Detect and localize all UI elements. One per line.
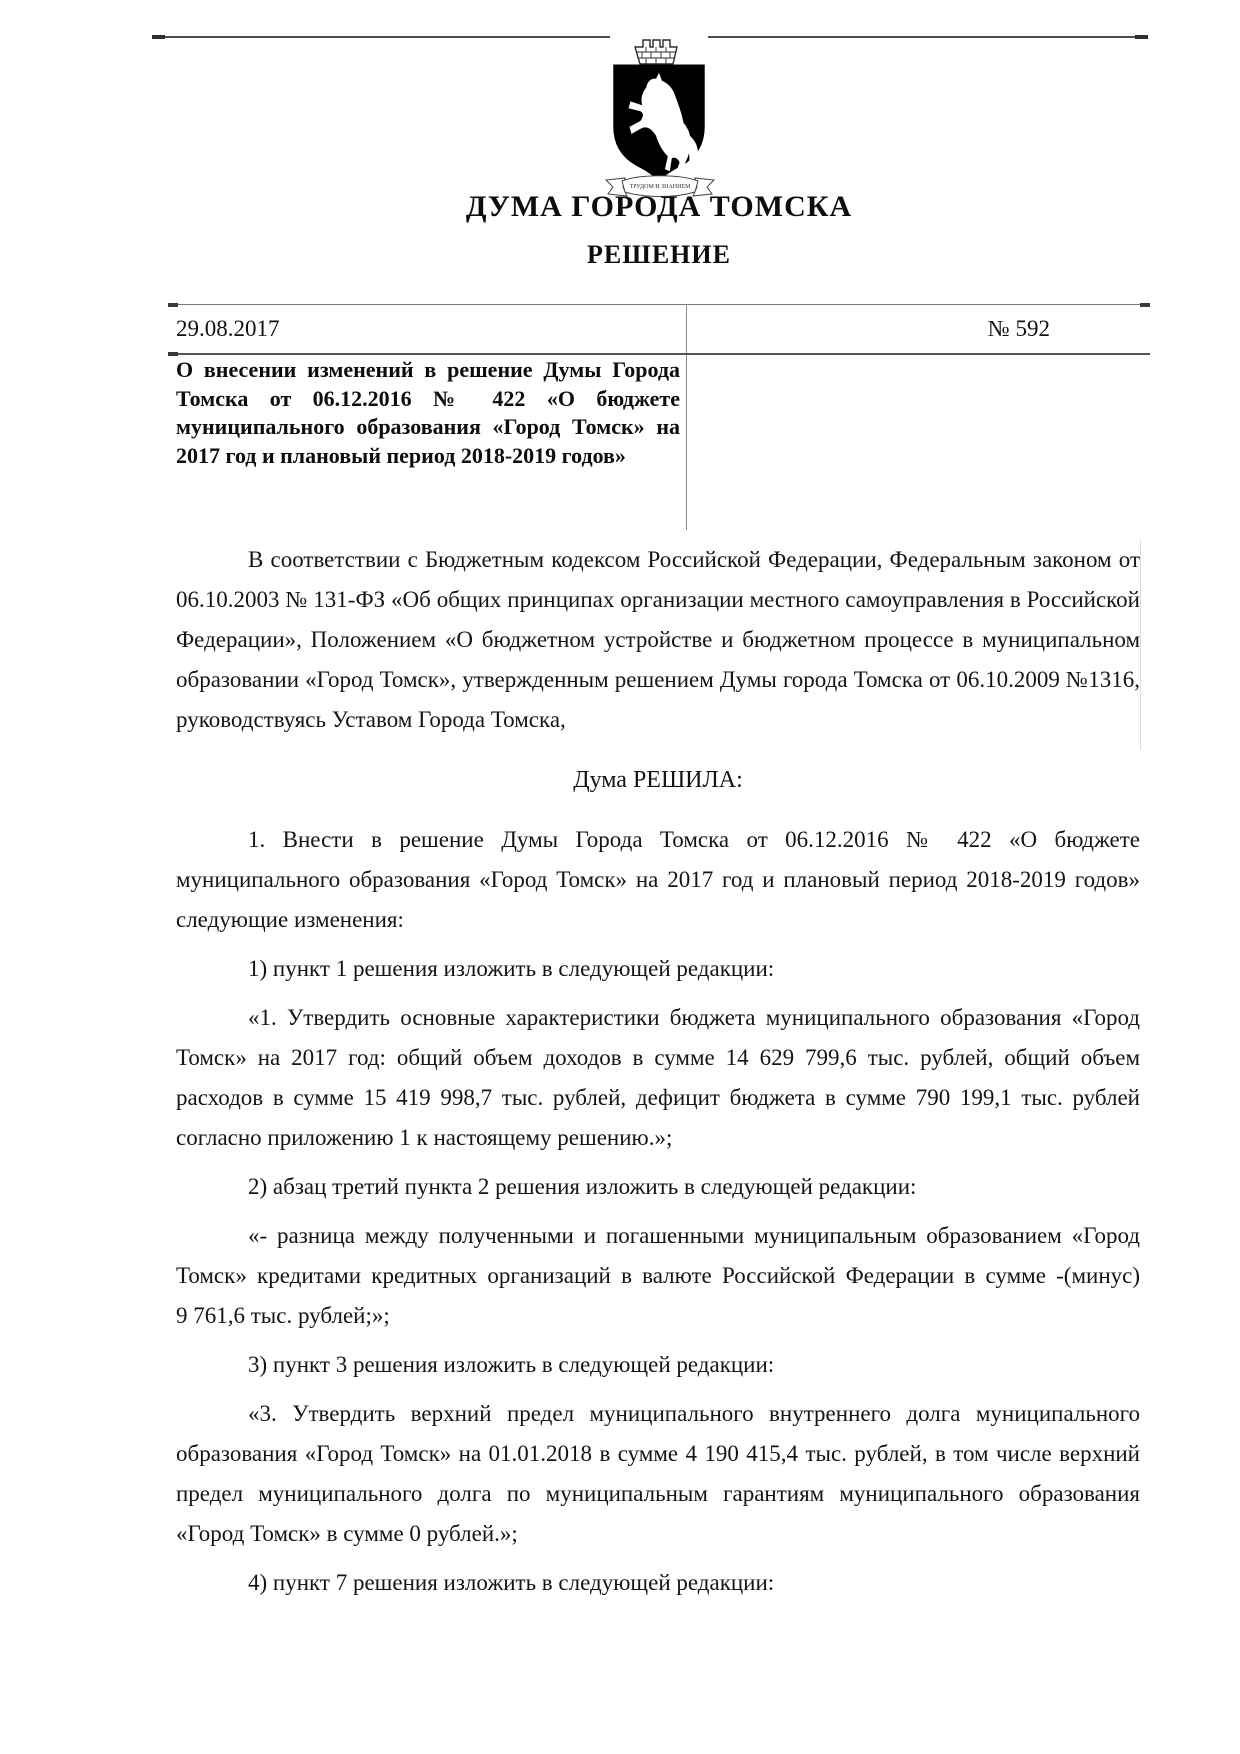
document-type-title: РЕШЕНИЕ bbox=[587, 240, 731, 269]
top-rule-right-cap bbox=[1135, 35, 1148, 39]
body-paragraph: 1) пункт 1 решения изложить в следующей редакции: bbox=[248, 956, 775, 981]
top-rule-right bbox=[708, 36, 1148, 38]
body-paragraph: 2) абзац третий пункта 2 решения изложить в следующей редакции: bbox=[248, 1174, 917, 1199]
motto-text: ТРУДОМ И ЗНАНИЕМ bbox=[629, 184, 691, 190]
preamble-paragraph: В соответствии с Бюджетным кодексом Российской Федерации, Федеральным законом от 06.10.2003 № 131-ФЗ «Об общих принципах организации местного самоуправления в Российской Федерации», Положением «О бюджетном устройстве и бюджетном процессе в муниципальном образовании «Город Томск», утвержденным решением Думы города Томска от 06.10.2009 №1316, руководствуясь Уставом Города Томска, bbox=[176, 547, 1140, 732]
resolution-heading: Дума РЕШИЛА: bbox=[573, 767, 743, 793]
document-subject: О внесении изменений в решение Думы Города Томска от 06.12.2016 № 422 «О бюджете муниципального образования «Город Томск» на 2017 год и плановый период 2018-2019 годов» bbox=[176, 357, 680, 468]
body-paragraph: «3. Утвердить верхний предел муниципального внутреннего долга муниципального образования «Город Томск» на 01.01.2018 в сумме 4 190 415,4 тыс. рублей, в том числе верхний предел муниципального долга по муниципальным гарантиям муниципального образования «Город Томск» в сумме 0 рублей.»; bbox=[176, 1401, 1140, 1546]
organization-title: ДУМА ГОРОДА ТОМСКА bbox=[465, 190, 853, 223]
scan-artifact-line bbox=[1140, 540, 1141, 750]
body-paragraph: 1. Внести в решение Думы Города Томска от 06.12.2016 № 422 «О бюджете муниципального образования «Город Томск» на 2017 год и плановый период 2018-2019 годов» следующие изменения: bbox=[176, 827, 1140, 932]
body-paragraph: «- разница между полученными и погашенными муниципальным образованием «Город Томск» кредитами кредитных организаций в валюте Российской Федерации в сумме -(минус) 9 761,6 тыс. рублей;»; bbox=[176, 1223, 1140, 1328]
document-date: 29.08.2017 bbox=[176, 316, 280, 341]
document-number: № 592 bbox=[987, 316, 1050, 341]
body-paragraph: «1. Утвердить основные характеристики бюджета муниципального образования «Город Томск» на 2017 год: общий объем доходов в сумме 14 629 799,6 тыс. рублей, общий объем расходов в сумме 15 419 998,7 тыс. рублей, дефицит бюджета в сумме 790 199,1 тыс. рублей согласно приложению 1 к настоящему решению.»; bbox=[176, 1005, 1140, 1150]
top-rule-left-cap bbox=[152, 35, 165, 39]
top-rule-left bbox=[152, 36, 610, 38]
body-paragraph: 3) пункт 3 решения изложить в следующей редакции: bbox=[248, 1352, 775, 1377]
meta-table-middle-border bbox=[168, 353, 1150, 355]
tomsk-coat-of-arms bbox=[605, 36, 715, 198]
shield-icon bbox=[611, 64, 707, 182]
document-body bbox=[176, 540, 1140, 1612]
body-paragraph: 4) пункт 7 решения изложить в следующей редакции: bbox=[248, 1570, 775, 1595]
mural-crown-icon bbox=[632, 38, 680, 65]
